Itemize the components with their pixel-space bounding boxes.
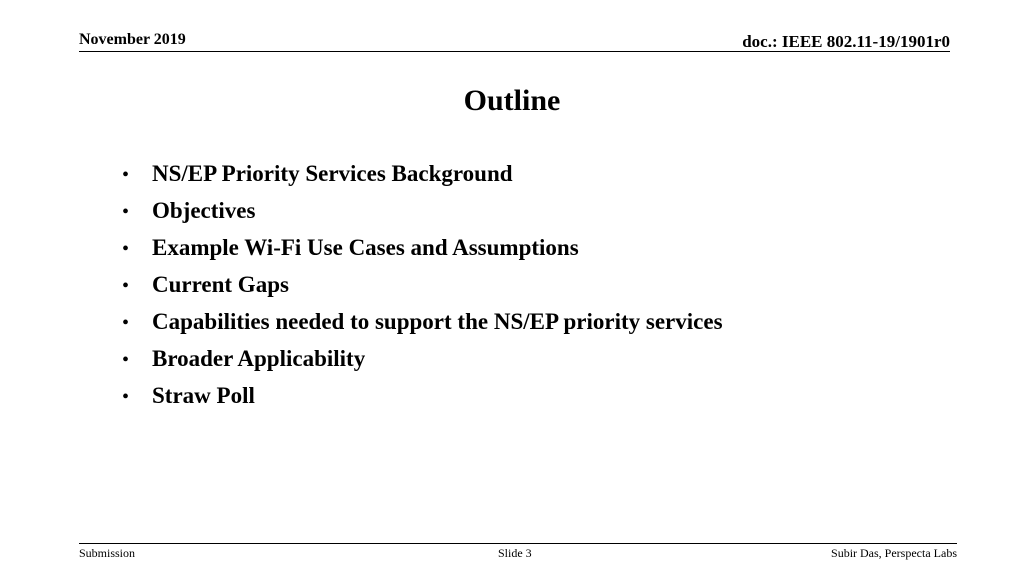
footer-author: Subir Das, Perspecta Labs <box>831 546 957 560</box>
outline-item <box>122 309 723 346</box>
outline-item-text: Current Gaps <box>152 272 289 297</box>
outline-item <box>122 235 723 272</box>
bullet-icon: • <box>122 349 130 371</box>
outline-item <box>122 198 723 235</box>
footer-submission: Submission <box>79 546 136 560</box>
bullet-icon: • <box>122 238 130 260</box>
bullet-icon: • <box>122 164 130 186</box>
bullet-icon: • <box>122 275 130 297</box>
outline-item <box>122 161 723 198</box>
header-divider <box>79 51 950 52</box>
footer-slide-number: Slide 3 <box>498 546 532 560</box>
header-date: November 2019 <box>79 31 186 48</box>
bullet-icon: • <box>122 386 130 408</box>
outline-item-text: Straw Poll <box>152 383 255 408</box>
outline-item <box>122 272 723 309</box>
bullet-icon: • <box>122 312 130 334</box>
outline-item-text: Broader Applicability <box>152 346 366 371</box>
header-doc-id: doc.: IEEE 802.11-19/1901r0 <box>742 32 950 51</box>
outline-item-text: Capabilities needed to support the NS/EP priority services <box>152 309 723 334</box>
outline-item <box>122 383 723 420</box>
outline-list <box>122 161 723 420</box>
bullet-icon: • <box>122 201 130 223</box>
outline-item-text: Objectives <box>152 198 256 223</box>
slide-title: Outline <box>463 84 561 117</box>
outline-item-text: Example Wi-Fi Use Cases and Assumptions <box>152 235 579 260</box>
outline-item <box>122 346 723 383</box>
outline-item-text: NS/EP Priority Services Background <box>152 161 513 186</box>
footer-divider <box>79 543 957 544</box>
